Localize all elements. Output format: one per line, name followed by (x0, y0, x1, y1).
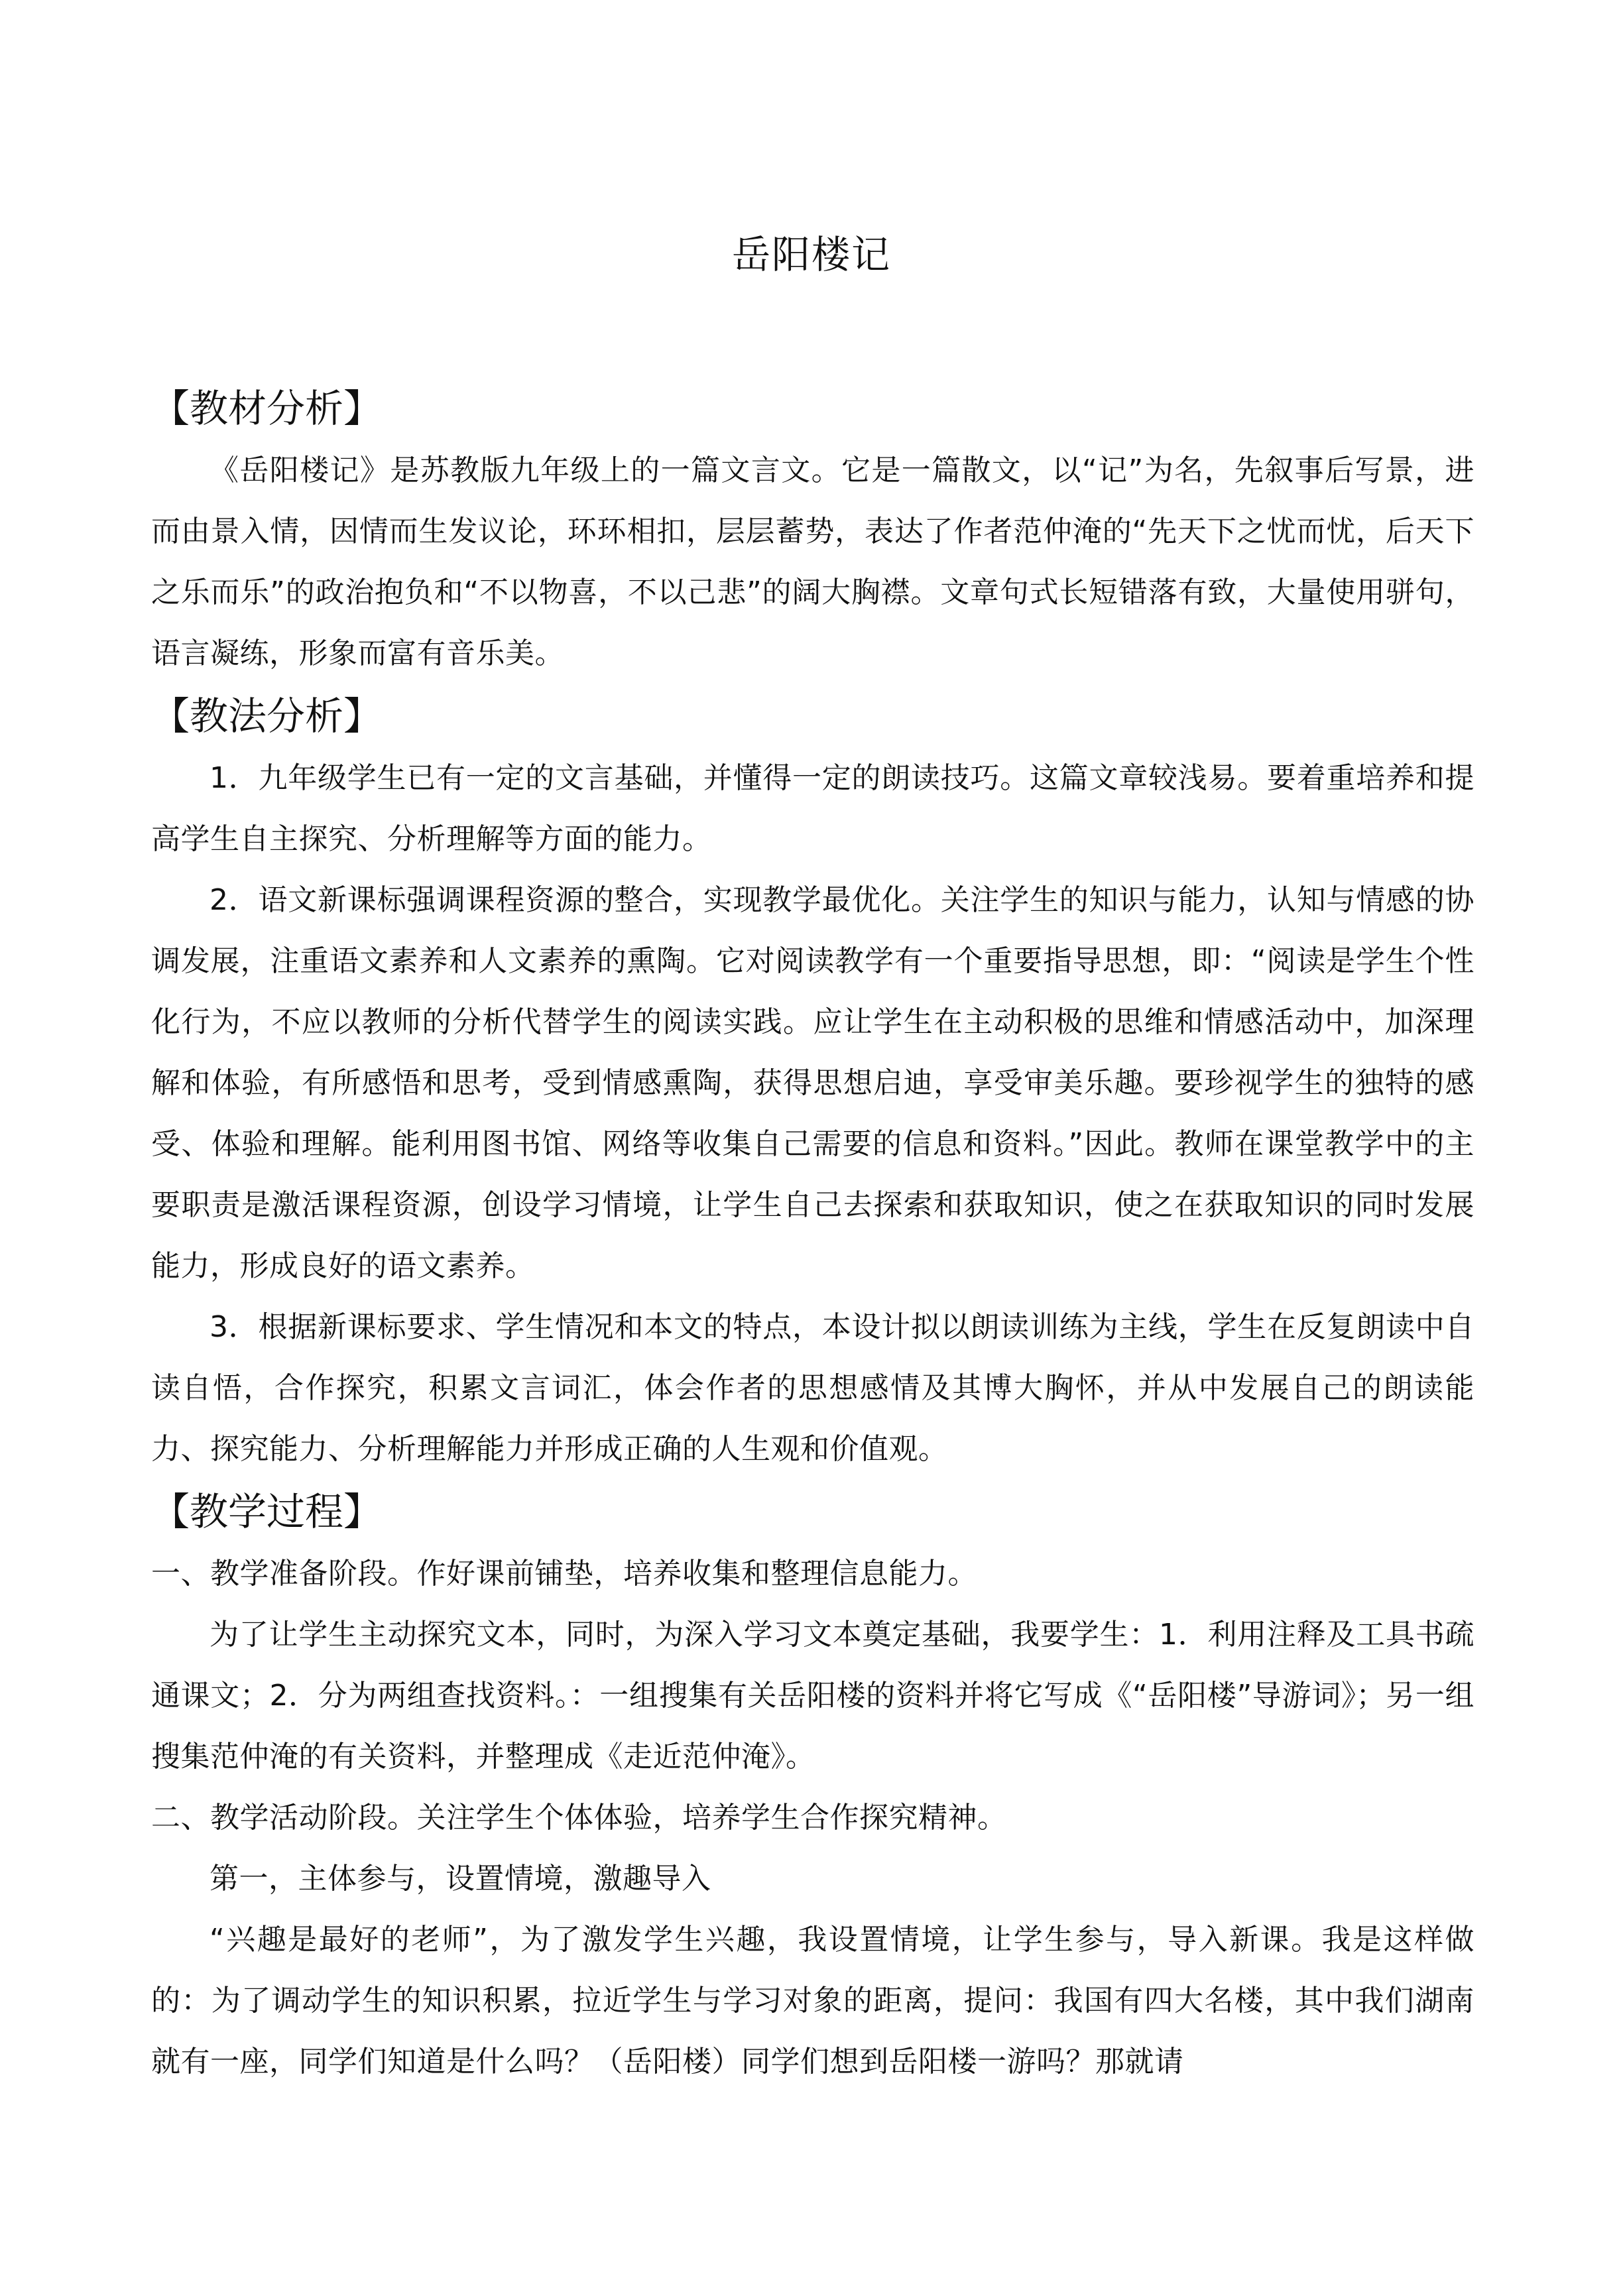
section-heading: 【教材分析】 (151, 386, 383, 431)
subheading-paragraph: 二、教学活动阶段。关注学生个体体验，培养学生合作探究精神。 (151, 1801, 1007, 1835)
section-heading: 【教法分析】 (151, 694, 383, 739)
paragraph: “兴趣是最好的老师”，为了激发学生兴趣，我设置情境，让学生参与，导入新课。我是这样做的：为了调动学生的知识积累，拉近学生与学习对象的距离，提问：我国有四大名楼，其中我们湖南就有一座，同学们知道是什么吗？（岳阳楼）同学们想到岳阳楼一游吗？那就请 (151, 1923, 1474, 2079)
section-teaching-process (151, 1480, 1474, 2092)
paragraph: 为了让学生主动探究文本，同时，为深入学习文本奠定基础，我要学生：1．利用注释及工具书疏通课文；2．分为两组查找资料。：一组搜集有关岳阳楼的资料并将它写成《“岳阳楼”导游词》；另一组搜集范仲淹的有关资料，并整理成《走近范仲淹》。 (151, 1618, 1474, 1774)
section-textbook-analysis (151, 377, 1474, 684)
paragraph: 《岳阳楼记》是苏教版九年级上的一篇文言文。它是一篇散文，以“记”为名，先叙事后写景，进而由景入情，因情而生发议论，环环相扣，层层蓄势，表达了作者范仲淹的“先天下之忧而忧，后天下之乐而乐”的政治抱负和“不以物喜，不以己悲”的阔大胸襟。文章句式长短错落有致，大量使用骈句，语言凝练，形象而富有音乐美。 (151, 453, 1474, 670)
paragraph: 2．语文新课标强调课程资源的整合，实现教学最优化。关注学生的知识与能力，认知与情感的协调发展，注重语文素养和人文素养的熏陶。它对阅读教学有一个重要指导思想，即：“阅读是学生个性化行为，不应以教师的分析代替学生的阅读实践。应让学生在主动积极的思维和情感活动中，加深理解和体验，有所感悟和思考，受到情感熏陶，获得思想启迪，享受审美乐趣。要珍视学生的独特的感受、体验和理解。能利用图书馆、网络等收集自己需要的信息和资料。”因此。教师在课堂教学中的主要职责是激活课程资源，创设学习情境，让学生自己去探索和获取知识，使之在获取知识的同时发展能力，形成良好的语文素养。 (151, 883, 1474, 1283)
document-body (151, 377, 1474, 2092)
paragraph: 1．九年级学生已有一定的文言基础，并懂得一定的朗读技巧。这篇文章较浅易。要着重培养和提高学生自主探究、分析理解等方面的能力。 (151, 761, 1474, 856)
paragraph: 3．根据新课标要求、学生情况和本文的特点，本设计拟以朗读训练为主线，学生在反复朗读中自读自悟，合作探究，积累文言词汇，体会作者的思想感情及其博大胸怀，并从中发展自己的朗读能力、探究能力、分析理解能力并形成正确的人生观和价值观。 (151, 1310, 1474, 1466)
section-teaching-method-analysis (151, 684, 1474, 1480)
paragraph: 第一，主体参与，设置情境，激趣导入 (210, 1862, 711, 1896)
document-title: 岳阳楼记 (731, 231, 891, 277)
subheading-paragraph: 一、教学准备阶段。作好课前铺垫，培养收集和整理信息能力。 (151, 1557, 977, 1591)
section-heading: 【教学过程】 (151, 1489, 383, 1534)
